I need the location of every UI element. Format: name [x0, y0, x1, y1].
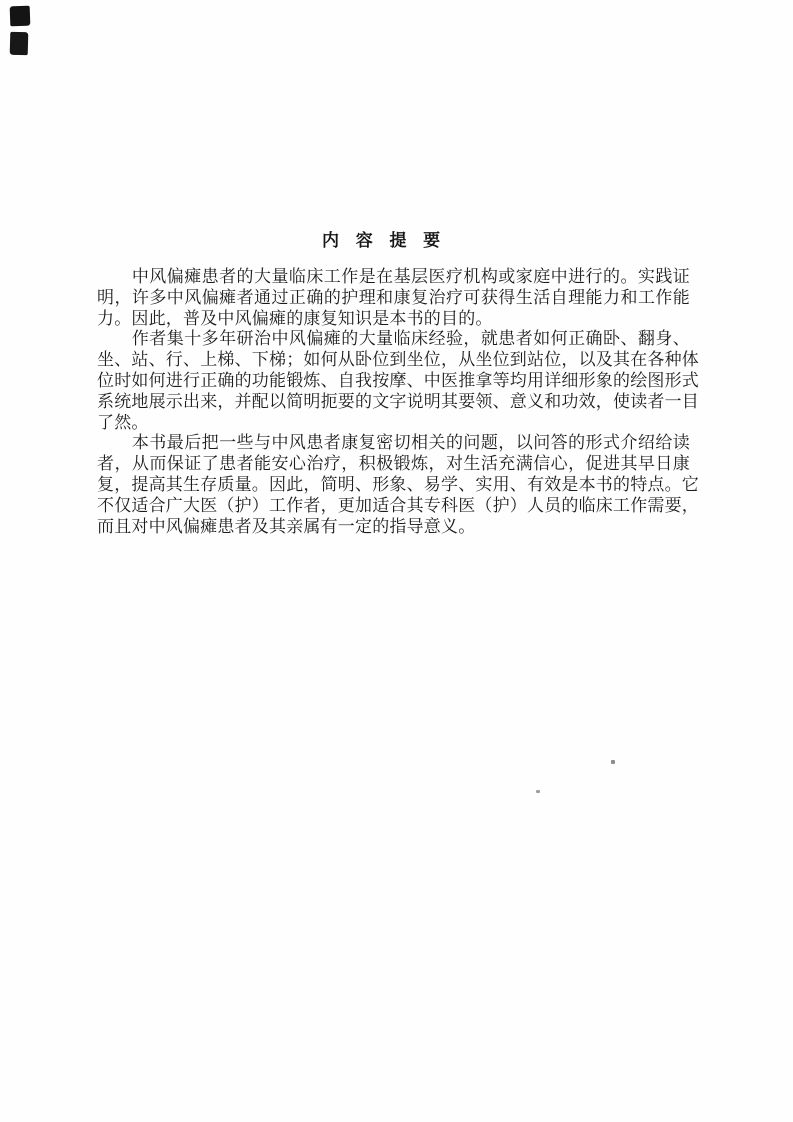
- body-text-line: 明，许多中风偏瘫者通过正确的护理和康复治疗可获得生活自理能力和工作能: [97, 287, 690, 307]
- body-text-line: 中风偏瘫患者的大量临床工作是在基层医疗机构或家庭中进行的。实践证: [131, 267, 690, 286]
- body-text-line: 了然。: [97, 412, 149, 432]
- scan-ink-artifact: [10, 32, 29, 55]
- body-text-line: 力。因此，普及中风偏瘫的康复知识是本书的目的。: [97, 308, 493, 328]
- body-text-line: 者，从而保证了患者能安心治疗，积极锻炼，对生活充满信心，促进其早日康: [97, 454, 690, 474]
- page-title: 内 容 提 要: [322, 231, 447, 250]
- body-text-line: 位时如何进行正确的功能锻炼、自我按摩、中医推拿等均用详细形象的绘图形式: [97, 370, 699, 390]
- scan-ink-artifact: [10, 6, 31, 27]
- scan-speck: [611, 760, 615, 764]
- body-text-line: 坐、站、行、上梯、下梯；如何从卧位到坐位，从坐位到站位，以及其在各种体: [97, 350, 699, 370]
- body-text-line: 复，提高其生存质量。因此，简明、形象、易学、实用、有效是本书的特点。它: [97, 474, 699, 494]
- summary-text-block: [97, 267, 699, 537]
- body-text-line: 系统地展示出来，并配以简明扼要的文字说明其要领、意义和功效，使读者一目: [97, 391, 699, 411]
- body-text-line: 本书最后把一些与中风患者康复密切相关的问题，以问答的形式介绍给读: [131, 433, 690, 453]
- scan-speck: [536, 790, 540, 793]
- body-text-line: 作者集十多年研治中风偏瘫的大量临床经验，就患者如何正确卧、翻身、: [131, 329, 690, 349]
- body-text-line: 不仅适合广大医（护）工作者，更加适合其专科医（护）人员的临床工作需要，: [97, 495, 699, 515]
- body-text-line: 而且对中风偏瘫患者及其亲属有一定的指导意义。: [97, 516, 476, 536]
